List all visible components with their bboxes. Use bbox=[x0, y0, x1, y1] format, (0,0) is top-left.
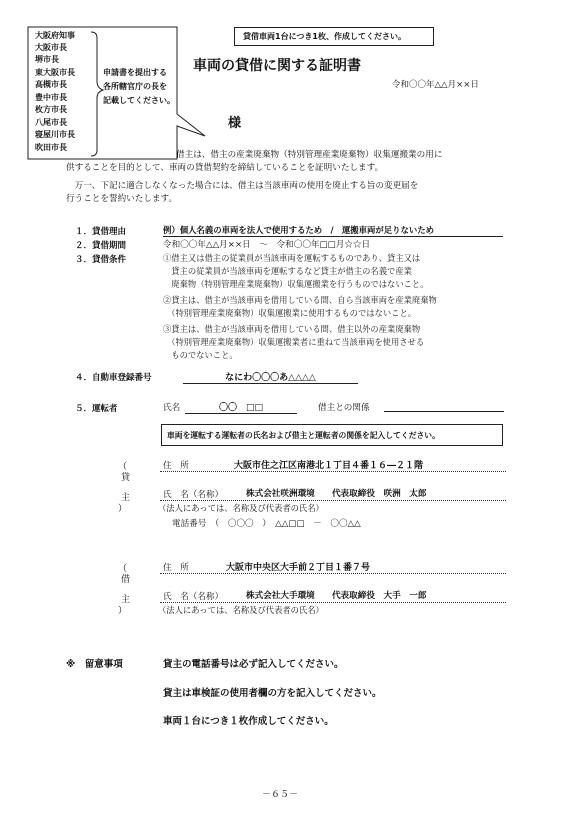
condition-line: （特別管理産業廃棄物）収集運搬業に使用するものではないこと。 bbox=[163, 308, 417, 318]
lender-address-line bbox=[160, 471, 506, 472]
borrower-side-label: 主 bbox=[121, 595, 131, 605]
borrower-name-line bbox=[160, 602, 506, 603]
borrower-name-value: 株式会社大手環境 代表取締役 大手 一郎 bbox=[246, 591, 427, 601]
lender-name-line bbox=[160, 500, 506, 501]
addressee-item: 高槻市長 bbox=[35, 80, 67, 89]
driver-relation-label: 借主との関係 bbox=[318, 403, 370, 413]
lender-name-label: 氏 名（名称） bbox=[163, 490, 224, 500]
period-label: ２．貸借期間 bbox=[75, 241, 127, 251]
callout-line: 各所轄官庁の長を bbox=[103, 82, 167, 91]
condition-line: ③貸主は、借主が当該車両を借用している間、借主以外の産業廃棄物 bbox=[163, 324, 421, 334]
addressee-item: 八尾市長 bbox=[35, 118, 67, 127]
notes-label: ※ 留意事項 bbox=[66, 659, 123, 670]
condition-line: （特別管理産業廃棄物）収集運搬業者に重ねて当該車両を使用させる bbox=[163, 337, 425, 347]
honorific: 様 bbox=[228, 116, 242, 131]
lender-phone: 電話番号 （ 〇〇〇 ） △△□□ － 〇〇△△ bbox=[172, 519, 361, 529]
intro-line: 供することを目的として、車両の貸借契約を締結していることを証明いたします。 bbox=[66, 163, 384, 173]
borrower-side-bracket: ） bbox=[118, 606, 128, 616]
document-title: 車両の貸借に関する証明書 bbox=[193, 58, 361, 74]
addressee-item: 大阪市長 bbox=[35, 43, 67, 52]
addressee-item: 枚方市長 bbox=[35, 105, 67, 114]
reason-value: 例）個人名義の車両を法人で使用するため / 運搬車両が足りないため bbox=[163, 224, 503, 237]
driver-name-label: 氏名 bbox=[163, 403, 181, 413]
driver-note-text: 車両を運転する運転者の氏名および借主と運転者の関係を記入してください。 bbox=[167, 431, 440, 440]
top-note-text: 貸借車両1台につき1枚、作成してください。 bbox=[243, 32, 406, 41]
lender-side-label: 貸 bbox=[121, 473, 131, 483]
borrower-address-label: 住 所 bbox=[163, 563, 189, 573]
notes-line: 貸主の電話番号は必ず記入してください。 bbox=[163, 659, 344, 670]
condition-line: ②貸主は、借主が当該車両を借用している間、自ら当該車両を産業廃棄物 bbox=[163, 295, 437, 305]
reason-label: １．貸借理由 bbox=[75, 227, 127, 237]
borrower-corp-note: （法人にあっては、名称及び代表者の氏名） bbox=[158, 605, 324, 615]
condition-line: 貸主の従業員が当該車両を運転するなど貸主が借主の名義で産業 bbox=[163, 266, 412, 276]
borrower-address-value: 大阪市中央区大手前２丁目１番７号 bbox=[226, 563, 371, 573]
driver-name-value: 〇〇 □□ bbox=[185, 400, 297, 414]
addressee-item: 東大阪市長 bbox=[35, 68, 75, 77]
driver-label: ５．運転者 bbox=[75, 404, 118, 414]
plate-value: なにわ〇〇〇あ△△△△ bbox=[183, 370, 358, 384]
lender-side-label: 主 bbox=[121, 493, 131, 503]
notes-line: 貸主は車検証の使用者欄の方を記入してください。 bbox=[163, 688, 382, 699]
lender-address-value: 大阪市住之江区南港北１丁目４番１６―２１階 bbox=[234, 461, 424, 471]
lender-side-bracket: ） bbox=[118, 504, 128, 514]
borrower-name-label: 氏 名（名称） bbox=[163, 592, 224, 602]
top-note-box bbox=[234, 27, 434, 46]
driver-relation-value bbox=[384, 400, 504, 412]
intro-line: 借主は、借主の産業廃棄物（特別管理産業廃棄物）収集運搬業の用に bbox=[176, 150, 443, 160]
lender-address-label: 住 所 bbox=[163, 461, 189, 471]
callout-line: 申請書を提出する bbox=[103, 68, 167, 77]
issue-date: 令和〇〇年△△月××日 bbox=[392, 80, 479, 90]
plate-label: ４．自動車登録番号 bbox=[75, 373, 152, 383]
notes-line: 車両１台につき１枚作成してください。 bbox=[163, 716, 334, 727]
lender-side-bracket: （ bbox=[118, 462, 128, 472]
lender-name-value: 株式会社咲洲環境 代表取締役 咲洲 太郎 bbox=[246, 489, 427, 499]
condition-line: ①借主又は借主の従業員が当該車両を運転するものであり、貸主又は bbox=[163, 253, 421, 263]
addressee-item: 寝屋川市長 bbox=[35, 130, 75, 139]
callout-line: 記載してください。 bbox=[103, 96, 175, 105]
period-value: 令和〇〇年△△月××日 ～ 令和〇〇年□□月☆☆日 bbox=[163, 240, 371, 250]
condition-line: 廃棄物（特別管理産業廃棄物）収集運搬業を行うものではないこと。 bbox=[163, 279, 429, 289]
addressee-item: 豊中市長 bbox=[35, 93, 67, 102]
intro-line: 行うことを誓約いたします。 bbox=[66, 194, 178, 204]
conditions-label: ３．貸借条件 bbox=[75, 255, 127, 265]
page-number: －６５－ bbox=[262, 790, 299, 800]
borrower-side-bracket: （ bbox=[118, 564, 128, 574]
borrower-side-label: 借 bbox=[121, 575, 131, 585]
intro-line: 万一、下記に適合しなくなった場合には、借主は当該車両の使用を廃止する旨の変更届を bbox=[66, 181, 419, 191]
condition-line: ものでないこと。 bbox=[163, 350, 238, 360]
addressee-item: 大阪府知事 bbox=[35, 31, 75, 40]
lender-corp-note: （法人にあっては、名称及び代表者の氏名） bbox=[158, 503, 324, 513]
driver-note-box bbox=[161, 424, 503, 446]
addressee-item: 堺市長 bbox=[35, 55, 59, 64]
addressee-item: 吹田市長 bbox=[35, 143, 67, 152]
borrower-address-line bbox=[160, 573, 506, 574]
